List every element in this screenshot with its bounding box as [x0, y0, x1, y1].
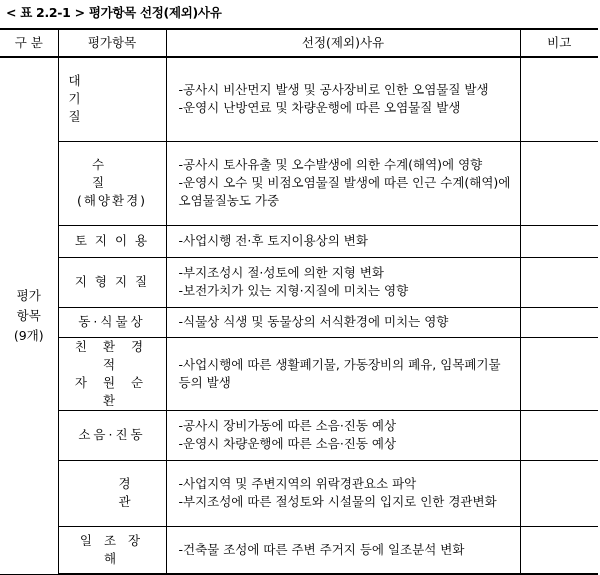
item-cell	[58, 141, 166, 225]
table-caption: < 표 2.2-1 > 평가항목 선정(제외)사유	[6, 5, 222, 20]
item-label: 친 환 경 적	[74, 338, 150, 372]
remark-cell	[520, 307, 598, 337]
item-cell	[58, 307, 166, 337]
table-row	[0, 225, 598, 257]
reason-line: -공사시 비산먼지 발생 및 공사장비로 인한 오염물질 발생	[178, 82, 489, 98]
remark-cell	[520, 337, 598, 410]
reason-cell	[166, 57, 520, 141]
header-category: 구 분	[0, 29, 58, 57]
reason-line: -부지조성에 따른 절성토와 시설물의 입지로 인한 경관변화	[178, 494, 497, 509]
item-cell	[58, 57, 166, 141]
header-item: 평가항목	[58, 29, 166, 57]
header-remark: 비고	[520, 29, 598, 57]
table-row	[0, 410, 598, 460]
remark-cell	[520, 460, 598, 526]
remark-cell	[520, 410, 598, 460]
reason-cell	[166, 460, 520, 526]
reason-line: -운영시 차량운행에 따른 소음·진동 예상	[178, 436, 397, 451]
remark-cell	[520, 526, 598, 574]
reason-line: -보전가치가 있는 지형·지질에 미치는 영향	[178, 283, 409, 298]
table-row	[0, 141, 598, 225]
item-cell	[58, 410, 166, 460]
item-label-sub: (해양환경)	[76, 193, 148, 208]
reason-line: -운영시 난방연료 및 차량운행에 따른 오염물질 발생	[178, 100, 461, 116]
reason-line: -건축물 조성에 따른 주변 주거지 등에 일조분석 변화	[178, 541, 465, 557]
item-label: 동·식물상	[78, 314, 146, 329]
remark-cell	[520, 257, 598, 307]
reason-line: -사업시행 전·후 토지이용상의 변화	[178, 233, 368, 248]
category-line-3: (9개)	[13, 327, 44, 343]
item-label: 수 질	[91, 157, 133, 190]
item-cell	[58, 225, 166, 257]
reason-cell	[166, 141, 520, 225]
category-line-1: 평가	[16, 287, 41, 303]
reason-cell	[166, 410, 520, 460]
table-row	[0, 257, 598, 307]
reason-line: -공사시 토사유출 및 오수발생에 의한 수계(해역)에 영향	[178, 157, 483, 172]
category-line-2: 항목	[16, 307, 41, 323]
item-label-sub: 자 원 순 환	[74, 374, 150, 408]
reason-line: -공사시 장비가동에 따른 소음·진동 예상	[178, 418, 397, 433]
item-label: 소음·진동	[78, 427, 146, 442]
item-cell	[58, 460, 181, 526]
item-cell	[58, 526, 166, 574]
reason-line: -운영시 오수 및 비점오염물질 발생에 따른 인근 수계(해역)에 오염물질농도 가중	[178, 175, 511, 208]
reason-line: -사업지역 및 주변지역의 위락경관요소 파악	[178, 476, 417, 491]
reason-line: -식물상 식생 및 동물상의 서식환경에 미치는 영향	[178, 314, 449, 329]
item-label: 지 형 지 질	[74, 274, 150, 289]
reason-cell	[166, 337, 520, 410]
item-cell	[58, 257, 166, 307]
item-label	[69, 72, 156, 126]
table-header-row	[0, 29, 598, 57]
reason-cell	[166, 307, 520, 337]
table-row	[0, 307, 598, 337]
remark-cell	[520, 225, 598, 257]
header-reason: 선정(제외)사유	[166, 29, 520, 57]
reason-line: -사업시행에 따른 생활폐기물, 가동장비의 폐유, 임목폐기물 등의 발생	[178, 356, 501, 390]
reason-cell	[166, 225, 520, 257]
item-cell	[58, 337, 166, 410]
category-cell	[0, 57, 58, 574]
remark-cell	[520, 57, 598, 141]
table-row	[0, 337, 598, 410]
table-row	[0, 57, 598, 141]
item-label: 토 지 이 용	[74, 233, 150, 248]
reason-line: -부지조성시 절·성토에 의한 지형 변화	[178, 265, 385, 280]
item-label: 일 조 장 해	[79, 532, 145, 566]
remark-cell	[520, 141, 598, 225]
table-row	[0, 460, 598, 526]
reason-cell	[166, 257, 520, 307]
reason-cell	[166, 526, 520, 574]
item-label: 경 관	[118, 476, 181, 509]
table-row	[0, 526, 598, 574]
evaluation-items-table	[0, 28, 598, 575]
item-text: 대 기 질	[68, 73, 103, 125]
